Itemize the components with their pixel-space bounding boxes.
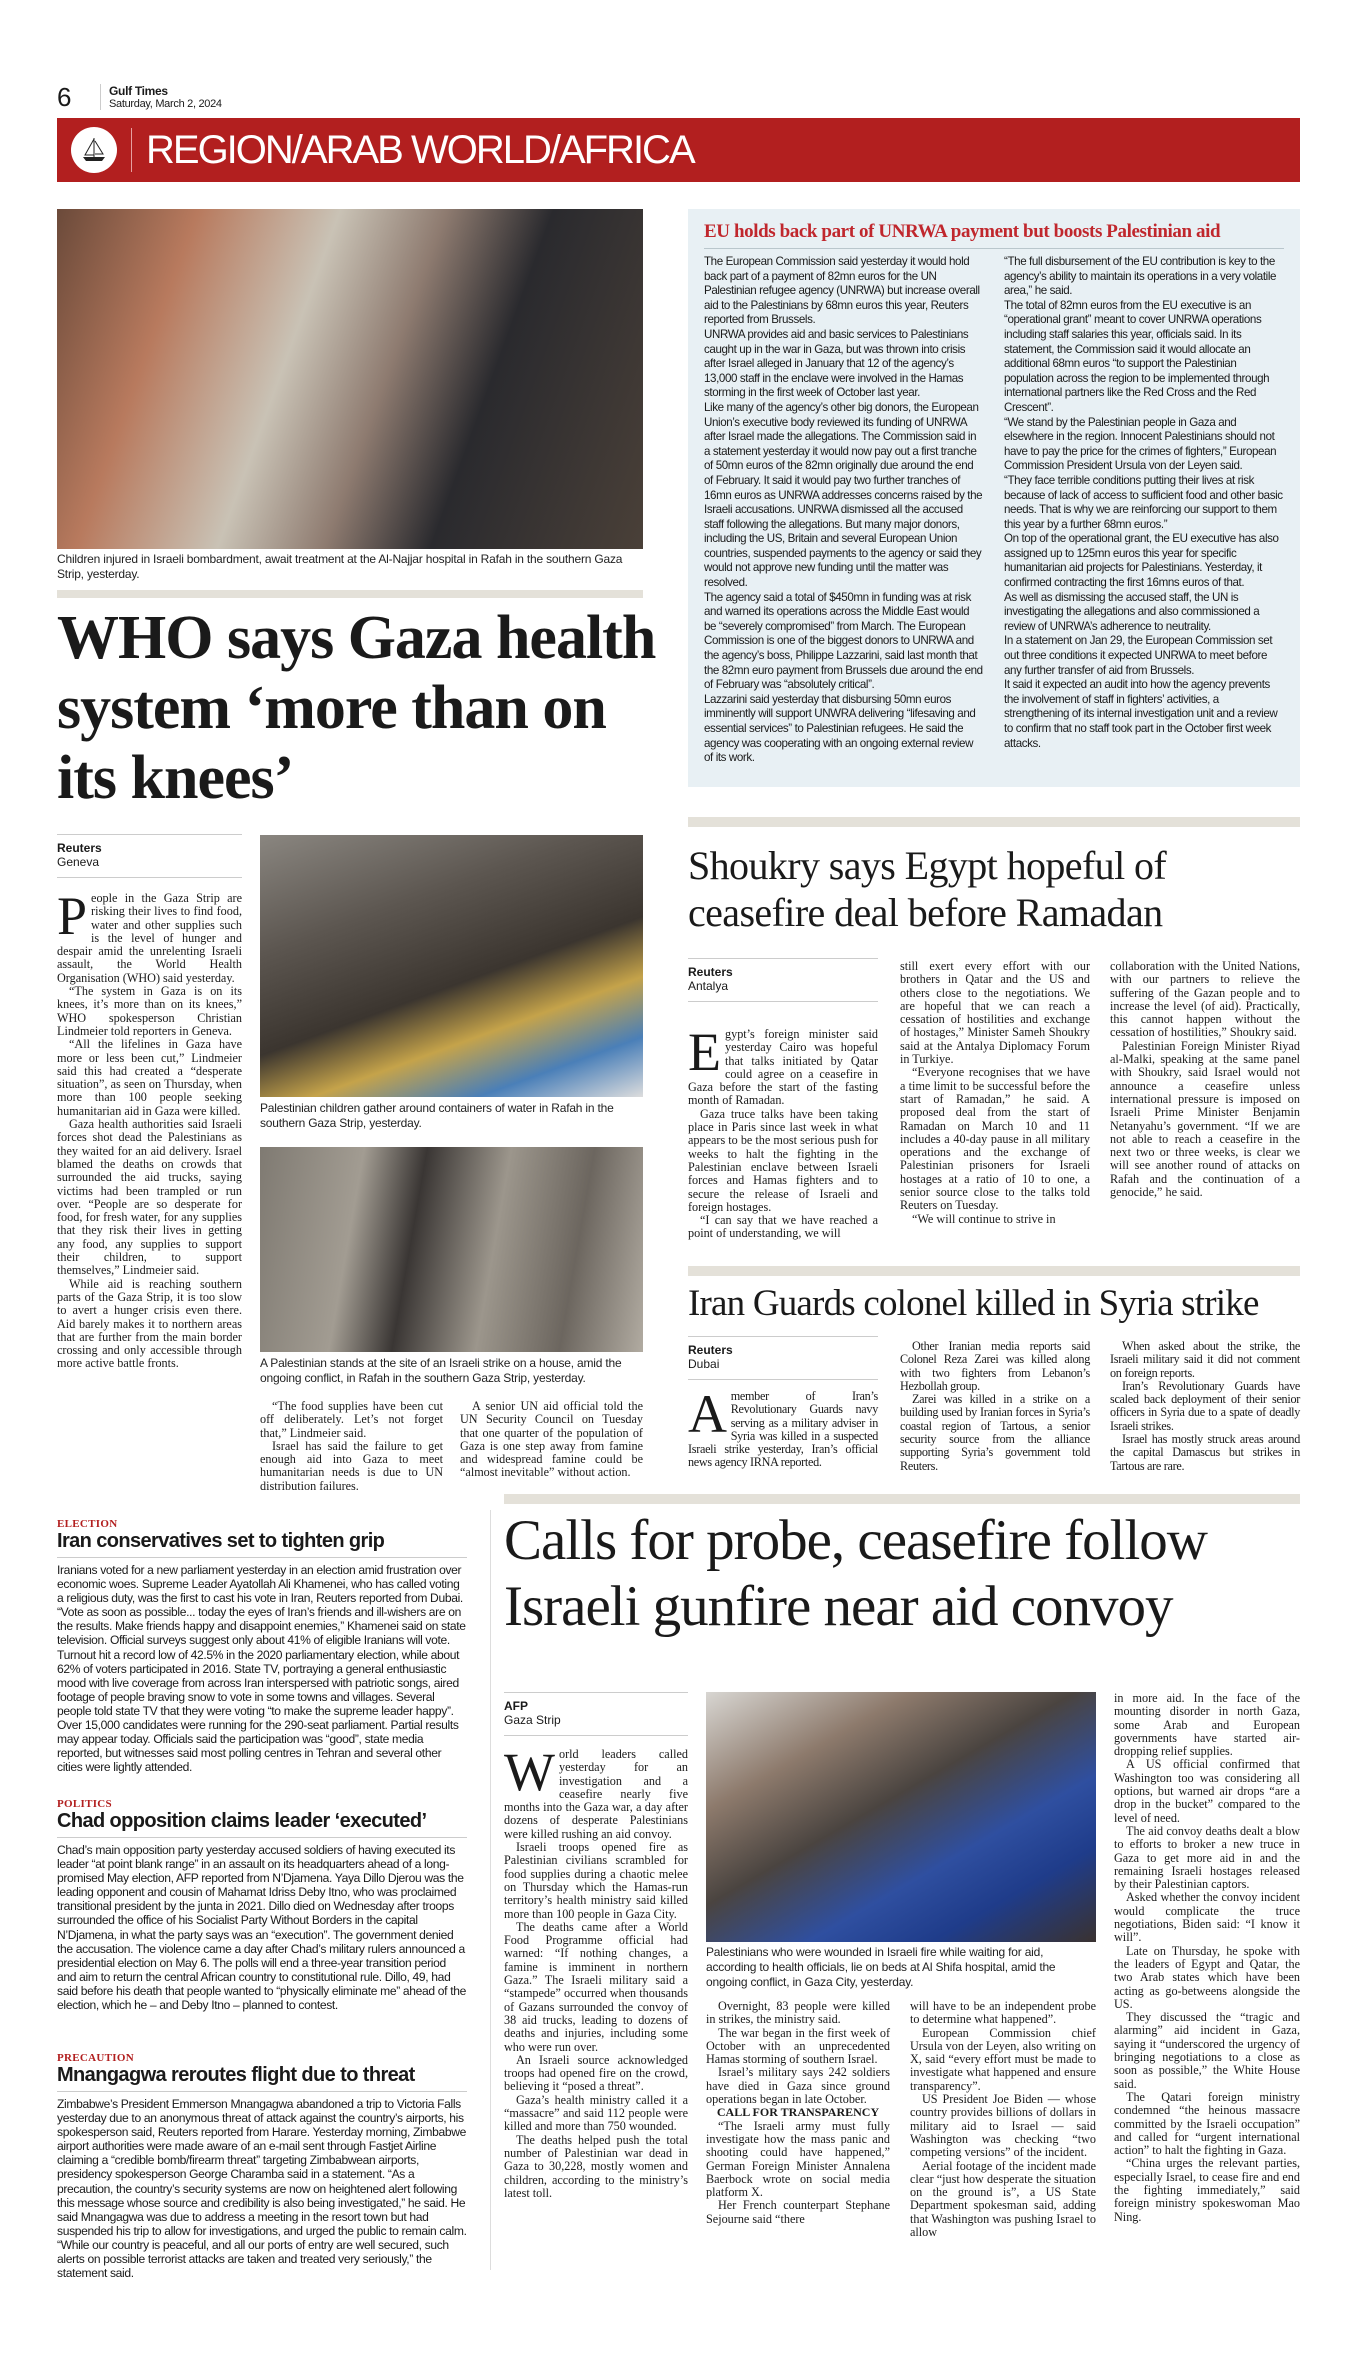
paragraph: An Israeli source acknowledged troops had opened fire on the crowd, believing it “posed a threat”. (504, 2052, 688, 2094)
brief-kicker: POLITICS (57, 1798, 112, 1810)
paragraph: Asked whether the convoy incident would complicate the truce negotiations, Biden said: “I know it will”. (1114, 1890, 1300, 1945)
headline-iran-guards: Iran Guards colonel killed in Syria strike (688, 1283, 1259, 1324)
byline (688, 1336, 878, 1380)
paragraph: A US official confirmed that Washington too was considering all options, but warned air drops “are a drop in the bucket” compared to the level of need. (1114, 1757, 1300, 1825)
brief-headline: Iran conservatives set to tighten grip (57, 1530, 467, 1558)
paragraph: in more aid. In the face of the mounting disorder in north Gaza, some Arab and European governments have started air-dropping relief supplies. (1114, 1691, 1300, 1759)
brief-body: Zimbabwe’s President Emmerson Mnangagwa abandoned a trip to Victoria Falls yesterday due to an anonymous threat of attack against the country’s airports, his spokesperson said, Reuters reported from Harare. Yesterday morning, Zimbabwe airport authorities were made aware of an e-mail sent through Fastjet Airline claiming a “credible bomb/firearm threat” targeting Zimbabwean airports, presidency spokesperson George Charamba said in a statement. “As a precaution, the country’s security systems are now on heightened alert following this message whose source and credibility is also being investigated,” he said. He said Mnangagwa was due to address a meeting in the resort town but had suspended his trip to allow for investigations, and urged the public to remain calm. “While our country is peaceful, and all our ports of entry are well secured, such alerts on possible terrorist attacks are taken and treated very seriously,” the statement said. (57, 2097, 467, 2281)
paragraph: The deaths helped push the total number of Palestinian war dead in Gaza to 30,228, mostly women and children, according to the ministry’s latest toll. (504, 2132, 688, 2200)
calls-column-1 (504, 1742, 688, 2200)
calls-column-3 (910, 2000, 1096, 2239)
paragraph: Gaza truce talks have been taking place in Paris since last week in what appears to be the most serious push for weeks to halt the fighting in the Palestinian enclave between Israeli forces and Hamas fighters and to secure the release of Israeli and foreign hostages. (688, 1106, 878, 1214)
calls-column-2-top (706, 2000, 890, 2106)
paragraph: Israeli troops opened fire as Palestinian civilians scrambled for food supplies during a chaotic melee on Thursday which the Hamas-run territory’s health ministry said killed more than 100 people in Gaza City. (504, 1840, 688, 1921)
paragraph: “We will continue to strive in (912, 1211, 1056, 1226)
paragraph: “I can say that we have reached a point of understanding, we will (688, 1213, 878, 1241)
photo-water-containers (260, 835, 643, 1097)
paragraph: European Commission chief Ursula von der Leyen, also writing on X, said “every effort must be made to investigate what happened and ensure transparency”. (910, 2025, 1096, 2093)
paragraph: Zarei was killed in a strike on a building used by Iranian forces in Syria’s coastal region of Tartous, a senior security source from the alliance supporting Syria’s government told Reuters. (900, 1392, 1090, 1473)
paragraph: In a statement on Jan 29, the European Commission set out three conditions it expected UNRWA to meet before any further transfer of aid from Brussels. (1004, 634, 1273, 677)
shoukry-column-1 (688, 1022, 878, 1241)
divider-bar (688, 817, 1300, 827)
paragraph: It said it expected an audit into how the agency prevents the involvement of staff in fighters’ activities, a strengthening of its internal investigation unit and a review to confirm that no staff took part in the October first week attacks. (1004, 678, 1278, 750)
paper-name: Gulf Times (109, 84, 168, 98)
calls-column-2-bottom (706, 2120, 890, 2226)
paragraph: “They face terrible conditions putting their lives at risk because of lack of access to sufficient food and other basic needs. That is why we are reinforcing our support to them this year by a further 68mn euros.” (1004, 473, 1283, 531)
paragraph: Israel’s military says 242 soldiers have died in Gaza since ground operations began in late October. (706, 2065, 890, 2107)
paragraph: People in the Gaza Strip are risking their lives to find food, water and other supplies such is the level of hunger and despair amid the unrelenting Israeli assault, the World Health Organisation (WHO) said yesterday. (57, 886, 242, 985)
photo-caption: Children injured in Israeli bombardment, await treatment at the Al-Najjar hospital in Rafah in the southern Gaza Strip, yesterday. (57, 552, 623, 581)
paragraph: Palestinian Foreign Minister Riyad al-Malki, speaking at the same panel with Shoukry, said Israel would not announce a ceasefire unless international pressure is imposed on Israeli Prime Minister Benjamin Netanyahu’s government. “If we are not able to reach a ceasefire in the next two or three weeks, is clear we will see another round of attacks on Rafah and the continuation of a genocide,” he said. (1110, 1038, 1300, 1200)
paragraph: Egypt’s foreign minister said yesterday Cairo was hopeful that talks initiated by Qatar could agree on a ceasefire in Gaza before the start of the fasting month of Ramadan. (688, 1022, 878, 1108)
who-column-2 (260, 1400, 443, 1493)
paragraph: “The full disbursement of the EU contribution is key to the agency’s ability to maintain its operations in a very volatile area,” he said. (1004, 255, 1277, 298)
paragraph: On top of the operational grant, the EU executive has also assigned up to 125mn euros this year for specific humanitarian aid projects for Palestinians. Yesterday, it confirmed contracting the first 16mns euros of that. (1004, 532, 1279, 590)
headline-calls-for-probe: Calls for probe, ceasefire follow Israeli gunfire near aid convoy (504, 1509, 1207, 1638)
byline-place: Dubai (688, 1357, 720, 1371)
paragraph: Overnight, 83 people were killed in strikes, the ministry said. (706, 1999, 890, 2027)
byline-agency: AFP (504, 1699, 528, 1713)
shoukry-column-2 (900, 960, 1090, 1226)
who-column-3 (460, 1400, 643, 1480)
photo-caption: A Palestinian stands at the site of an Israeli strike on a house, amid the ongoing conflict, in Rafah in the southern Gaza Strip, yesterday. (260, 1356, 622, 1385)
photo-strike-site (260, 1147, 643, 1352)
section-title: REGION/ARAB WORLD/AFRICA (146, 127, 694, 172)
paragraph: As well as dismissing the accused staff, the UN is investigating the allegations and also commissioned a review of UNRWA’s adherence to neutrality. (1004, 590, 1260, 633)
photo-children-hospital (57, 209, 643, 549)
iran-guards-column-1 (688, 1384, 878, 1470)
eu-body (704, 255, 1284, 766)
byline-place: Antalya (688, 979, 729, 993)
brief-headline: Chad opposition claims leader ‘executed’ (57, 1810, 467, 1838)
byline (57, 834, 242, 878)
paragraph: “China urges the relevant parties, especially Israel, to cease fire and end the fighting immediately,” said foreign ministry spokeswoman Mao Ning. (1114, 2156, 1300, 2224)
byline-agency: Reuters (57, 841, 102, 855)
paragraph: Amember of Iran’s Revolutionary Guards navy serving as a military adviser in Syria was killed in a suspected Israeli strike yesterday, Iran’s official news agency IRNA reported. (688, 1384, 878, 1470)
byline-agency: Reuters (688, 965, 733, 979)
issue-date: Saturday, March 2, 2024 (109, 98, 222, 110)
paragraph: “We stand by the Palestinian people in Gaza and elsewhere in the region. Innocent Palestinians should not have to pay the price for the crimes of fighters,” European Commission President Ursula von der Leyen said. (1004, 415, 1277, 473)
paragraph: Like many of the agency’s other big donors, the European Union’s executive body reviewed its funding of UNRWA after Israel made the allegations. The Commission said in a statement yesterday it would now pay out a first tranche of 50mn euros of the 82mn originally due around the end of February. It said it would pay two further tranches of 16mn euros as UNRWA addresses concerns raised by the Israeli accusations. UNRWA dismissed all the accused staff following the allegations. But many major donors, including the US, Britain and several European Union countries, suspended payments to the agency or said they would not approve new funding until the matter was resolved. (704, 400, 983, 590)
paragraph: “The Israeli army must fully investigate how the mass panic and shooting could have happened,” German Foreign Minister Annalena Baerbock wrote on social media platform X. (706, 2118, 890, 2200)
brief-kicker: ELECTION (57, 1518, 118, 1530)
paragraph: They discussed the “tragic and alarming” aid incident in Gaza, saying it “underscored the urgency of bringing negotiations to a close as soon as possible,” the White House said. (1114, 2010, 1300, 2091)
paragraph: “The system in Gaza is on its knees, it’s more than on its knees,” WHO spokesperson Christian Lindmeier told reporters in Geneva. (57, 984, 242, 1038)
paragraph: Lazzarini said yesterday that disbursing 50mn euros imminently will support UNWRA delivering “lifesaving and essential services” to Palestinian refugees. He said the agency was cooperating with an ongoing external review of its work. (704, 692, 976, 765)
banner-divider (131, 128, 132, 172)
iran-guards-column-2 (900, 1340, 1090, 1473)
divider-bar (57, 590, 643, 598)
page-number: 6 (57, 82, 72, 112)
iran-guards-column-3 (1110, 1340, 1300, 1473)
section-banner (57, 118, 1300, 182)
byline-place: Geneva (57, 855, 100, 869)
calls-column-2 (706, 2000, 890, 2226)
brief-kicker: PRECAUTION (57, 2052, 134, 2064)
byline (688, 958, 878, 1002)
paragraph: “All the lifelines in Gaza have more or less been cut,” Lindmeier said this had created a “desperate situation”, as seen on Thursday, when more than 100 people seeking humanitarian aid in Gaza were killed. (57, 1037, 242, 1118)
brief-election (57, 1518, 467, 1774)
paragraph: Iran’s Revolutionary Guards have scaled back deployment of their senior officers in Syria due to a spate of deadly Israeli strikes. (1110, 1378, 1300, 1433)
brief-headline: Mnangagwa reroutes flight due to threat (57, 2064, 467, 2092)
brief-body: Chad’s main opposition party yesterday accused soldiers of having executed its leader “at point blank range” in an assault on its headquarters ahead of a long-promised May election, AFP reported from N’Djamena. Yaya Dillo Djerou was the leading opponent and cousin of Mahamat Idriss Deby Itno, who was proclaimed transitional president by the junta in 2021. Dillo died on Wednesday after troops surrounded the office of his Socialist Party Without Borders in the capital N’Djamena, in what the party says was an “execution”. The government denied the accusation. The violence came a day after Chad’s military rulers announced a presidential election on May 6. The polls will end a three-year transition period and aim to return the central African country to constitutional rule. Dillo, 49, had said before his death that people wanted to “physically eliminate me” ahead of the election, which he – and Deby Itno – planned to contest. (57, 1843, 466, 2013)
paragraph: Aerial footage of the incident made clear “just how desperate the situation on the ground is”, a US State Department spokesman said, adding that Washington was pushing Israel to allow (910, 2158, 1096, 2240)
paragraph: “The food supplies have been cut off deliberately. Let’s not forget that,” Lindmeier said. (260, 1399, 443, 1440)
eu-headline: EU holds back part of UNRWA payment but boosts Palestinian aid (704, 221, 1284, 249)
photo-caption: Palestinians who were wounded in Israeli fire while waiting for aid, according to health officials, lie on beds at Al Shifa hospital, amid the ongoing conflict, in Gaza City, yesterday. (706, 1945, 1056, 1989)
shoukry-column-3 (1110, 960, 1300, 1199)
paragraph: A senior UN aid official told the UN Security Council on Tuesday that one quarter of the population of Gaza is one step away from famine and widespread famine could be “almost inevitable” without action. (460, 1399, 643, 1480)
headline-shoukry: Shoukry says Egypt hopeful of ceasefire deal before Ramadan (688, 843, 1167, 935)
brief-body: Iranians voted for a new parliament yesterday in an election amid frustration over economic woes. Supreme Leader Ayatollah Ali Khamenei, who has called voting a religious duty, was the first to cast his vote in Iran, Reuters reported from Dubai. “Vote as soon as possible... today the eyes of Iran’s friends and ill-wishers are on the results. Make friends happy and disappoint enemies,” Khamenei said on state television. Official surveys suggest only about 41% of eligible Iranians will vote. Turnout hit a record low of 42.5% in the 2020 parliamentary election, while about 62% of voters participated in 2016. State TV, portraying a general enthusiastic mood with live coverage from across Iran interspersed with patriotic songs, aired footage of people braving snow to vote in some towns and villages. Several people told state TV that they were voting “to make the supreme leader happy”. Over 15,000 candidates were running for the 290-seat parliament. Partial results may appear today. Officials said the participation was “good”, state media reported, but witnesses said most polling centres in Tehran and several other cities were lightly attended. (57, 1563, 466, 1775)
column-rule (490, 1510, 491, 2270)
paragraph: still exert every effort with our brothers in Qatar and the US and others close to the negotiations. We are hopeful that we can reach a cessation of hostilities and exchange of hostages,” Minister Sameh Shoukry said at the Antalya Diplomacy Forum in Turkiye. (900, 959, 1090, 1067)
paragraph: The Qatari foreign ministry condemned “the heinous massacre committed by the Israeli occupation” and called for “urgent international action” to halt the fighting in Gaza. (1114, 2089, 1300, 2158)
paragraph: Her French counterpart Stephane Sejourne said “there (706, 2198, 890, 2226)
byline-agency: Reuters (688, 1343, 733, 1357)
divider-bar (688, 1266, 1300, 1276)
paragraph: “Everyone recognises that we have a time limit to be successful before the start of Ramadan,” he said. A proposed deal from the start of Ramadan on March 10 and 11 includes a 40-day pause in all military operations and the exchange of Palestinian prisoners for Israeli hostages at a ratio of 10 to one, a senior source close to the talks told Reuters on Tuesday. (900, 1065, 1090, 1213)
paragraph: The agency said a total of $450mn in funding was at risk and warned its operations across the Middle East would be “severely compromised” from March. The European Commission is one of the biggest donors to UNRWA and the agency’s boss, Philippe Lazzarini, said last month that the 82mn euro payment from Brussels due around the end of February was “absolutely critical”. (704, 590, 983, 692)
dhow-logo-icon (71, 127, 117, 173)
photo-caption: Palestinian children gather around containers of water in Rafah in the southern Gaza Strip, yesterday. (260, 1101, 614, 1130)
paragraph: collaboration with the United Nations, with our partners to relieve the suffering of the Gazan people and to increase the level (of aid). Practically, this cannot happen without the cessation of hostilities,” Shoukry said. (1110, 959, 1300, 1040)
masthead (100, 84, 222, 110)
paragraph: World leaders called yesterday for an investigation and a ceasefire nearly five months into the Gaza war, a day after dozens of desperate Palestinians were killed rushing an aid convoy. (504, 1742, 688, 1841)
paragraph: Late on Thursday, he spoke with the leaders of Egypt and Qatar, the two Arab states which have been acting as go-betweens alongside the US. (1114, 1943, 1300, 2011)
byline (504, 1692, 688, 1736)
divider-bar (504, 1494, 1300, 1504)
headline-who: WHO says Gaza health system ‘more than on its knees’ (57, 604, 656, 812)
paragraph: The deaths came after a World Food Programme official had warned: “If nothing changes, a famine is imminent in northern Gaza.” The Israeli military said a “stampede” occurred when thousands of Gazans surrounded the convoy of 38 aid trucks, leading to dozens of deaths and injuries, including some who were run over. (504, 1919, 688, 2054)
paragraph: Israel has mostly struck areas around the capital Damascus but strikes in Tartous are rare. (1110, 1432, 1300, 1473)
eu-sidebar-box (688, 209, 1300, 787)
brief-precaution (57, 2052, 467, 2280)
paragraph: The European Commission said yesterday it would hold back part of a payment of 82mn euros for the UN Palestinian refugee agency (UNRWA) but increase overall aid to the Palestinians by 68mn euros this year, Reuters reported from Brussels. (704, 255, 980, 327)
paragraph: When asked about the strike, the Israeli military said it did not comment on foreign reports. (1110, 1339, 1300, 1380)
paragraph: While aid is reaching southern parts of the Gaza Strip, it is too slow to avert a hunger crisis even there. Aid barely makes it to northern areas that are further from the main border crossing and only accessible through more active battle fronts. (57, 1276, 242, 1371)
brief-politics (57, 1798, 467, 2012)
paragraph: The war began in the first week of October with an unprecedented Hamas storming of southern Israel. (706, 2025, 890, 2067)
paragraph: UNRWA provides aid and basic services to Palestinians caught up in the war in Gaza, but was thrown into crisis after Israel alleged in January that 12 of the agency’s 13,000 staff in the enclave were involved in the Hamas storming in the first week of October last year. (704, 327, 969, 400)
calls-column-4 (1114, 1692, 1300, 2224)
paragraph: will have to be an independent probe to determine what happened”. (910, 1999, 1096, 2027)
who-column-1 (57, 886, 242, 1371)
paragraph: Gaza health authorities said Israeli forces shot dead the Palestinians as they waited for an aid delivery. Israel blamed the deaths on crowds that surrounded the aid trucks, saying victims had been trampled or run over. “People are so desperate for food, for fresh water, for any supplies that they risk their lives in getting any food, any supplies to support their children, to support themselves,” Lindmeier said. (57, 1117, 242, 1278)
paragraph: The total of 82mn euros from the EU executive is an “operational grant” meant to cover UNRWA operations including staff salaries this year, officials said. In its statement, the Commission said it would allocate an additional 68mn euros “to support the Palestinian population across the region to be implemented through international partners like the Red Cross and the Red Crescent”. (1004, 298, 1270, 414)
paragraph: Israel has said the failure to get enough aid into Gaza to meet humanitarian needs is due to UN distribution failures. (260, 1438, 443, 1493)
paragraph: US President Joe Biden — whose country provides billions of dollars in military aid to Israel — said Washington was checking “two competing versions” of the incident. (910, 2092, 1096, 2160)
paragraph: Gaza’s health ministry called it a “massacre” and said 112 people were killed and more than 750 wounded. (504, 2092, 688, 2134)
paragraph: The aid convoy deaths dealt a blow to efforts to broker a new truce in Gaza to get more aid in and the remaining Israeli hostages released by their Palestinian captors. (1114, 1823, 1300, 1892)
byline-place: Gaza Strip (504, 1713, 561, 1727)
paragraph: Other Iranian media reports said Colonel Reza Zarei was killed along with two fighters from Lebanon’s Hezbollah group. (900, 1339, 1090, 1393)
photo-al-shifa-hospital (706, 1692, 1096, 1942)
subhead: CALL FOR TRANSPARENCY (716, 2105, 880, 2120)
